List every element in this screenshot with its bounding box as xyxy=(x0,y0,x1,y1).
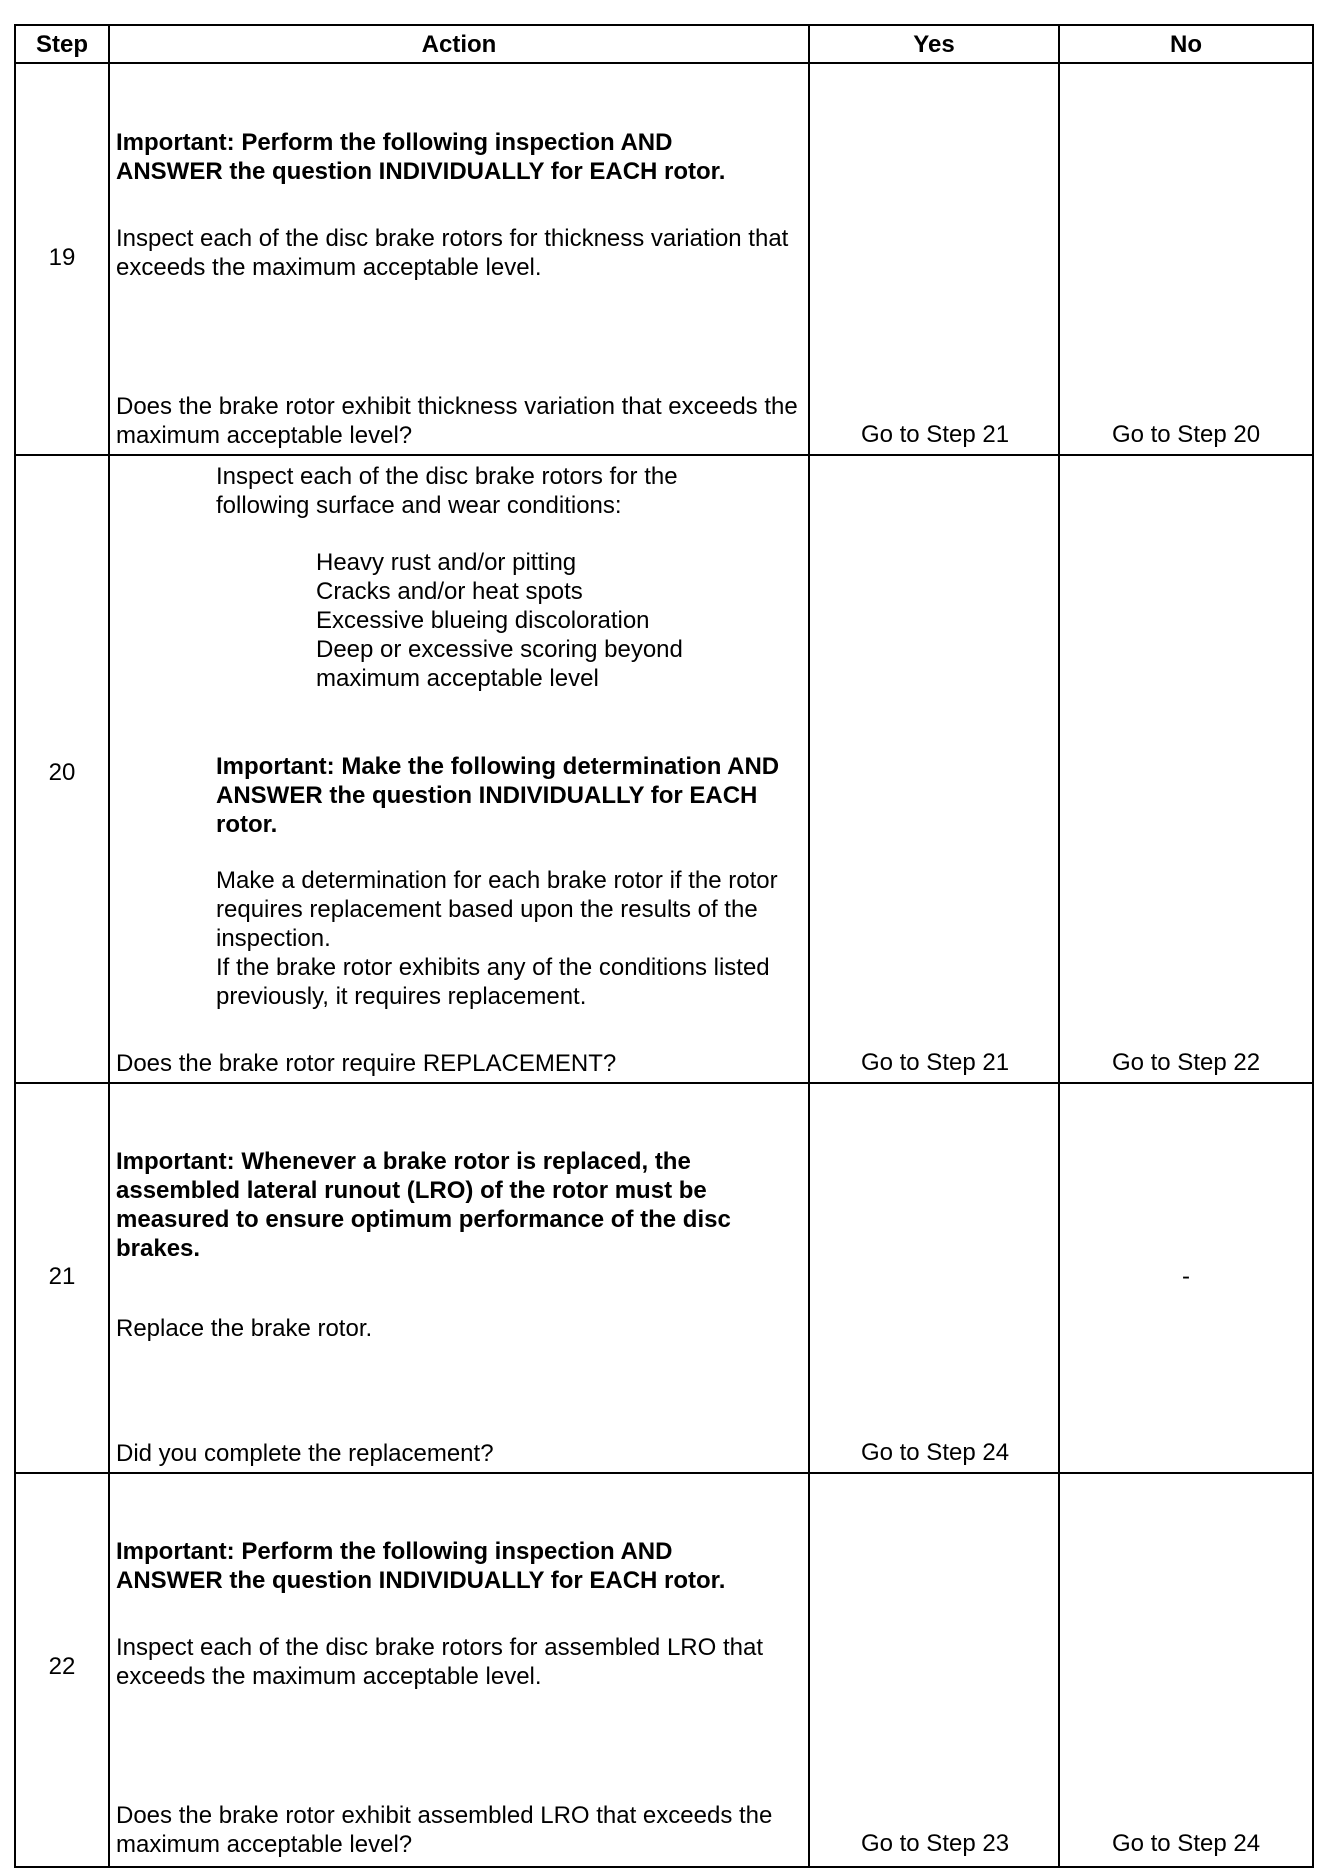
header-step: Step xyxy=(35,31,88,58)
condition-list-item: Deep or excessive scoring beyond maximum acceptable level xyxy=(316,636,683,692)
important-note: Important: Make the following determination AND ANSWER the question INDIVIDUALLY for EACH rotor. xyxy=(216,753,780,838)
question-text: Does the brake rotor exhibit thickness variation that exceeds the maximum acceptable level? xyxy=(116,393,798,449)
row-divider xyxy=(16,1472,1312,1474)
determination-text: If the brake rotor exhibits any of the conditions listed previously, it requires replacement. xyxy=(216,954,770,1010)
question-text: Does the brake rotor exhibit assembled LRO that exceeds the maximum acceptable level? xyxy=(116,1802,773,1858)
important-note: Important: Perform the following inspection AND ANSWER the question INDIVIDUALLY for EACH rotor. xyxy=(116,129,726,185)
yes-result: Go to Step 24 xyxy=(860,1439,1010,1466)
step-number: 19 xyxy=(48,244,76,271)
yes-result: Go to Step 23 xyxy=(860,1830,1010,1857)
no-result: - xyxy=(1182,1263,1190,1290)
step-number: 21 xyxy=(48,1263,76,1290)
condition-list-item: Excessive blueing discoloration xyxy=(316,607,650,634)
no-result: Go to Step 20 xyxy=(1111,421,1261,448)
question-text: Did you complete the replacement? xyxy=(116,1440,494,1467)
instruction-text: Inspect each of the disc brake rotors for assembled LRO that exceeds the maximum acceptable level. xyxy=(116,1634,763,1690)
yes-result: Go to Step 21 xyxy=(860,421,1010,448)
question-text: Does the brake rotor require REPLACEMENT? xyxy=(116,1050,617,1077)
instruction-text: Inspect each of the disc brake rotors for thickness variation that exceeds the maximum acceptable level. xyxy=(116,225,789,281)
row-divider xyxy=(16,1082,1312,1084)
column-divider xyxy=(1058,26,1060,1866)
no-result: Go to Step 22 xyxy=(1111,1049,1261,1076)
row-divider xyxy=(16,454,1312,456)
important-note: Important: Whenever a brake rotor is replaced, the assembled lateral runout (LRO) of the rotor must be measured to ensure optimum performance of the disc brakes. xyxy=(116,1148,731,1262)
important-note: Important: Perform the following inspection AND ANSWER the question INDIVIDUALLY for EACH rotor. xyxy=(116,1538,726,1594)
yes-result: Go to Step 21 xyxy=(860,1049,1010,1076)
condition-list-item: Heavy rust and/or pitting xyxy=(316,549,577,576)
column-divider xyxy=(108,26,110,1866)
header-action: Action xyxy=(421,31,497,58)
instruction-text: Replace the brake rotor. xyxy=(116,1315,373,1342)
inspection-intro: Inspect each of the disc brake rotors for the following surface and wear conditions: xyxy=(216,463,678,519)
condition-list-item: Cracks and/or heat spots xyxy=(316,578,583,605)
determination-text: Make a determination for each brake rotor if the rotor requires replacement based upon the results of the inspection. xyxy=(216,867,778,952)
step-number: 20 xyxy=(48,759,76,786)
step-number: 22 xyxy=(48,1653,76,1680)
header-no: No xyxy=(1170,31,1202,58)
no-result: Go to Step 24 xyxy=(1111,1830,1261,1857)
header-yes: Yes xyxy=(913,31,955,58)
column-divider xyxy=(808,26,810,1866)
diagnostic-table xyxy=(14,24,1314,1868)
